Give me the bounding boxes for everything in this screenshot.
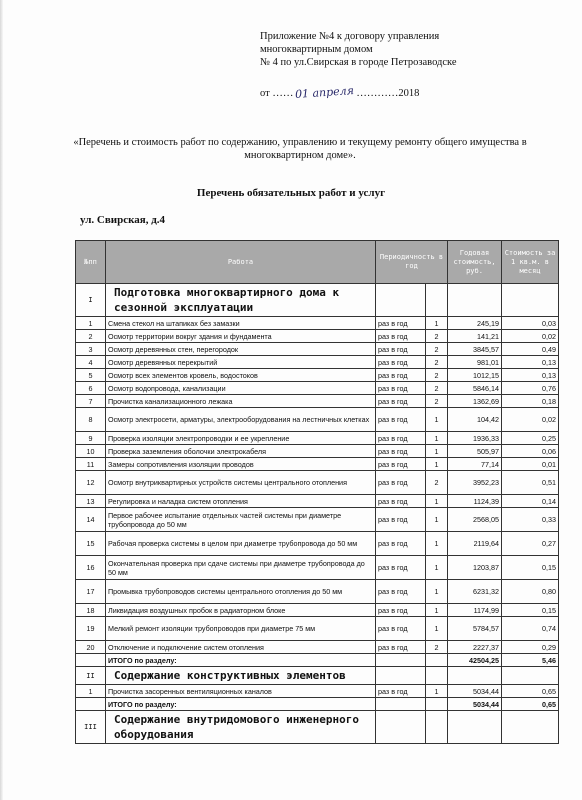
section-qty-empty: [426, 667, 448, 685]
section-cost-empty: [448, 711, 502, 744]
section-rate-empty: [502, 284, 559, 317]
work-name: Прочистка канализационного лежака: [106, 395, 376, 408]
total-label: ИТОГО по разделу:: [106, 654, 376, 667]
table-row: [76, 604, 559, 617]
table-row: [76, 369, 559, 382]
rate-per-sqm: 0,15: [502, 556, 559, 580]
street-address: ул. Свирская, д.4: [80, 214, 166, 226]
work-name: Проверка заземления оболочки электрокабеля: [106, 445, 376, 458]
period-unit: раз в год: [376, 458, 426, 471]
section-qty-empty: [426, 711, 448, 744]
total-num-empty: [76, 698, 106, 711]
row-number: 14: [76, 508, 106, 532]
appendix-line-1: Приложение №4 к договору управления: [260, 31, 440, 42]
header-per-sqm: Стоимость за 1 кв.м. в месяц: [502, 241, 559, 284]
row-number: 1: [76, 317, 106, 330]
period-unit: раз в год: [376, 580, 426, 604]
period-count: 1: [426, 508, 448, 532]
section-cost-empty: [448, 284, 502, 317]
annual-cost: 5846,14: [448, 382, 502, 395]
period-unit: раз в год: [376, 495, 426, 508]
section-header-row: [76, 711, 559, 744]
period-unit: раз в год: [376, 408, 426, 432]
annual-cost: 3952,23: [448, 471, 502, 495]
total-label: ИТОГО по разделу:: [106, 698, 376, 711]
annual-cost: 141,21: [448, 330, 502, 343]
handwritten-date: 01 апреля: [294, 83, 355, 102]
rate-per-sqm: 0,03: [502, 317, 559, 330]
section-period-empty: [376, 284, 426, 317]
period-count: 1: [426, 458, 448, 471]
period-count: 2: [426, 369, 448, 382]
table-row: [76, 685, 559, 698]
section-number: II: [76, 667, 106, 685]
row-number: 1: [76, 685, 106, 698]
work-name: Окончательная проверка при сдаче системы при диаметре трубопровода до 50 мм: [106, 556, 376, 580]
total-cost: 42504,25: [448, 654, 502, 667]
total-rate: 5,46: [502, 654, 559, 667]
annual-cost: 1203,87: [448, 556, 502, 580]
table-row: [76, 445, 559, 458]
header-work: Работа: [106, 241, 376, 284]
rate-per-sqm: 0,02: [502, 330, 559, 343]
rate-per-sqm: 0,65: [502, 685, 559, 698]
section-number: I: [76, 284, 106, 317]
rate-per-sqm: 0,25: [502, 432, 559, 445]
period-count: 1: [426, 532, 448, 556]
annual-cost: 1362,69: [448, 395, 502, 408]
row-number: 16: [76, 556, 106, 580]
row-number: 12: [76, 471, 106, 495]
period-count: 2: [426, 330, 448, 343]
annual-cost: 981,01: [448, 356, 502, 369]
appendix-line-2: многоквартирным домом: [260, 44, 373, 55]
total-period-empty: [376, 654, 426, 667]
table-row: [76, 382, 559, 395]
rate-per-sqm: 0,06: [502, 445, 559, 458]
table-row: [76, 495, 559, 508]
total-cost: 5034,44: [448, 698, 502, 711]
table-row: [76, 641, 559, 654]
rate-per-sqm: 0,74: [502, 617, 559, 641]
row-number: 10: [76, 445, 106, 458]
row-number: 6: [76, 382, 106, 395]
total-rate: 0,65: [502, 698, 559, 711]
period-unit: раз в год: [376, 382, 426, 395]
work-name: Осмотр деревянных перекрытий: [106, 356, 376, 369]
row-number: 11: [76, 458, 106, 471]
section-rate-empty: [502, 711, 559, 744]
section-total-row: [76, 654, 559, 667]
work-name: Осмотр электросети, арматуры, электрооборудования на лестничных клетках: [106, 408, 376, 432]
period-unit: раз в год: [376, 330, 426, 343]
row-number: 20: [76, 641, 106, 654]
appendix-line-3: № 4 по ул.Свирская в городе Петрозаводске: [260, 57, 457, 68]
rate-per-sqm: 0,49: [502, 343, 559, 356]
period-count: 1: [426, 556, 448, 580]
annual-cost: 6231,32: [448, 580, 502, 604]
period-unit: раз в год: [376, 369, 426, 382]
work-name: Осмотр всех элементов кровель, водостоков: [106, 369, 376, 382]
section-qty-empty: [426, 284, 448, 317]
rate-per-sqm: 0,15: [502, 604, 559, 617]
period-unit: раз в год: [376, 508, 426, 532]
total-period-empty: [376, 698, 426, 711]
row-number: 9: [76, 432, 106, 445]
annual-cost: 245,19: [448, 317, 502, 330]
period-unit: раз в год: [376, 617, 426, 641]
rate-per-sqm: 0,18: [502, 395, 559, 408]
row-number: 17: [76, 580, 106, 604]
row-number: 8: [76, 408, 106, 432]
header-period: Периодичность в год: [376, 241, 448, 284]
period-unit: раз в год: [376, 317, 426, 330]
table-header-row: [76, 241, 559, 284]
period-unit: раз в год: [376, 641, 426, 654]
annual-cost: 77,14: [448, 458, 502, 471]
date-prefix: от ……: [260, 88, 294, 99]
table-row: [76, 408, 559, 432]
row-number: 13: [76, 495, 106, 508]
annual-cost: 2568,05: [448, 508, 502, 532]
period-count: 1: [426, 617, 448, 641]
annual-cost: 5784,57: [448, 617, 502, 641]
rate-per-sqm: 0,13: [502, 369, 559, 382]
table-row: [76, 471, 559, 495]
work-name: Осмотр водопровода, канализации: [106, 382, 376, 395]
total-qty-empty: [426, 654, 448, 667]
period-count: 2: [426, 395, 448, 408]
annual-cost: 2119,64: [448, 532, 502, 556]
work-name: Ликвидация воздушных пробок в радиаторном блоке: [106, 604, 376, 617]
section-header-row: [76, 667, 559, 685]
period-unit: раз в год: [376, 556, 426, 580]
list-title: Перечень обязательных работ и услуг: [196, 187, 386, 199]
period-unit: раз в год: [376, 685, 426, 698]
rate-per-sqm: 0,76: [502, 382, 559, 395]
row-number: 5: [76, 369, 106, 382]
section-total-row: [76, 698, 559, 711]
date-suffix: …………2018: [356, 88, 420, 99]
section-title: Содержание конструктивных элементов: [106, 667, 376, 685]
row-number: 2: [76, 330, 106, 343]
header-num: №пп: [76, 241, 106, 284]
work-name: Проверка изоляции электропроводки и ее укрепление: [106, 432, 376, 445]
rate-per-sqm: 0,14: [502, 495, 559, 508]
work-name: Регулировка и наладка систем отопления: [106, 495, 376, 508]
annual-cost: 104,42: [448, 408, 502, 432]
period-unit: раз в год: [376, 356, 426, 369]
period-count: 2: [426, 356, 448, 369]
rate-per-sqm: 0,29: [502, 641, 559, 654]
period-count: 1: [426, 604, 448, 617]
rate-per-sqm: 0,13: [502, 356, 559, 369]
period-count: 1: [426, 685, 448, 698]
section-rate-empty: [502, 667, 559, 685]
period-count: 1: [426, 495, 448, 508]
work-name: Прочистка засоренных вентиляционных каналов: [106, 685, 376, 698]
table-row: [76, 556, 559, 580]
table-row: [76, 330, 559, 343]
period-count: 2: [426, 382, 448, 395]
rate-per-sqm: 0,02: [502, 408, 559, 432]
period-count: 2: [426, 641, 448, 654]
header-annual-cost: Годовая стоимость, руб.: [448, 241, 502, 284]
annual-cost: 505,97: [448, 445, 502, 458]
period-unit: раз в год: [376, 395, 426, 408]
annual-cost: 2227,37: [448, 641, 502, 654]
annual-cost: 1012,15: [448, 369, 502, 382]
work-name: Мелкий ремонт изоляции трубопроводов при диаметре 75 мм: [106, 617, 376, 641]
period-unit: раз в год: [376, 532, 426, 556]
period-count: 2: [426, 343, 448, 356]
section-period-empty: [376, 711, 426, 744]
period-count: 2: [426, 471, 448, 495]
work-name: Первое рабочее испытание отдельных частей системы при диаметре трубопровода до 50 мм: [106, 508, 376, 532]
table-row: [76, 343, 559, 356]
total-qty-empty: [426, 698, 448, 711]
section-title: Подготовка многоквартирного дома к сезонной эксплуатации: [106, 284, 376, 317]
table-row: [76, 356, 559, 369]
work-name: Осмотр деревянных стен, перегородок: [106, 343, 376, 356]
table-row: [76, 458, 559, 471]
rate-per-sqm: 0,51: [502, 471, 559, 495]
section-number: III: [76, 711, 106, 744]
period-unit: раз в год: [376, 432, 426, 445]
page-edge-shadow: [0, 0, 3, 800]
table-row: [76, 432, 559, 445]
annual-cost: 1174,99: [448, 604, 502, 617]
table-row: [76, 580, 559, 604]
row-number: 3: [76, 343, 106, 356]
work-name: Осмотр территории вокруг здания и фундамента: [106, 330, 376, 343]
work-name: Рабочая проверка системы в целом при диаметре трубопровода до 50 мм: [106, 532, 376, 556]
row-number: 4: [76, 356, 106, 369]
period-count: 1: [426, 445, 448, 458]
rate-per-sqm: 0,80: [502, 580, 559, 604]
appendix-header: [260, 30, 457, 69]
table-row: [76, 317, 559, 330]
rate-per-sqm: 0,27: [502, 532, 559, 556]
row-number: 15: [76, 532, 106, 556]
work-name: Отключение и подключение систем отопления: [106, 641, 376, 654]
period-unit: раз в год: [376, 471, 426, 495]
period-count: 1: [426, 317, 448, 330]
annual-cost: 5034,44: [448, 685, 502, 698]
rate-per-sqm: 0,33: [502, 508, 559, 532]
section-cost-empty: [448, 667, 502, 685]
intro-text: «Перечень и стоимость работ по содержанию, управлению и текущему ремонту общего имущества в многоквартирном доме».: [73, 137, 527, 161]
period-count: 1: [426, 580, 448, 604]
works-table: [75, 240, 559, 744]
section-header-row: [76, 284, 559, 317]
work-name: Осмотр внутриквартирных устройств системы центрального отопления: [106, 471, 376, 495]
annual-cost: 1936,33: [448, 432, 502, 445]
table-body: [76, 284, 559, 744]
work-name: Замеры сопротивления изоляции проводов: [106, 458, 376, 471]
table-row: [76, 395, 559, 408]
annual-cost: 1124,39: [448, 495, 502, 508]
row-number: 18: [76, 604, 106, 617]
section-period-empty: [376, 667, 426, 685]
period-count: 1: [426, 408, 448, 432]
period-count: 1: [426, 432, 448, 445]
period-unit: раз в год: [376, 445, 426, 458]
table-row: [76, 532, 559, 556]
total-num-empty: [76, 654, 106, 667]
row-number: 19: [76, 617, 106, 641]
table-row: [76, 617, 559, 641]
section-title: Содержание внутридомового инженерного оборудования: [106, 711, 376, 744]
date-line: [260, 83, 420, 102]
work-name: Промывка трубопроводов системы центрального отопления до 50 мм: [106, 580, 376, 604]
annual-cost: 3845,57: [448, 343, 502, 356]
period-unit: раз в год: [376, 343, 426, 356]
work-name: Смена стекол на штапиках без замазки: [106, 317, 376, 330]
rate-per-sqm: 0,01: [502, 458, 559, 471]
period-unit: раз в год: [376, 604, 426, 617]
table-row: [76, 508, 559, 532]
row-number: 7: [76, 395, 106, 408]
